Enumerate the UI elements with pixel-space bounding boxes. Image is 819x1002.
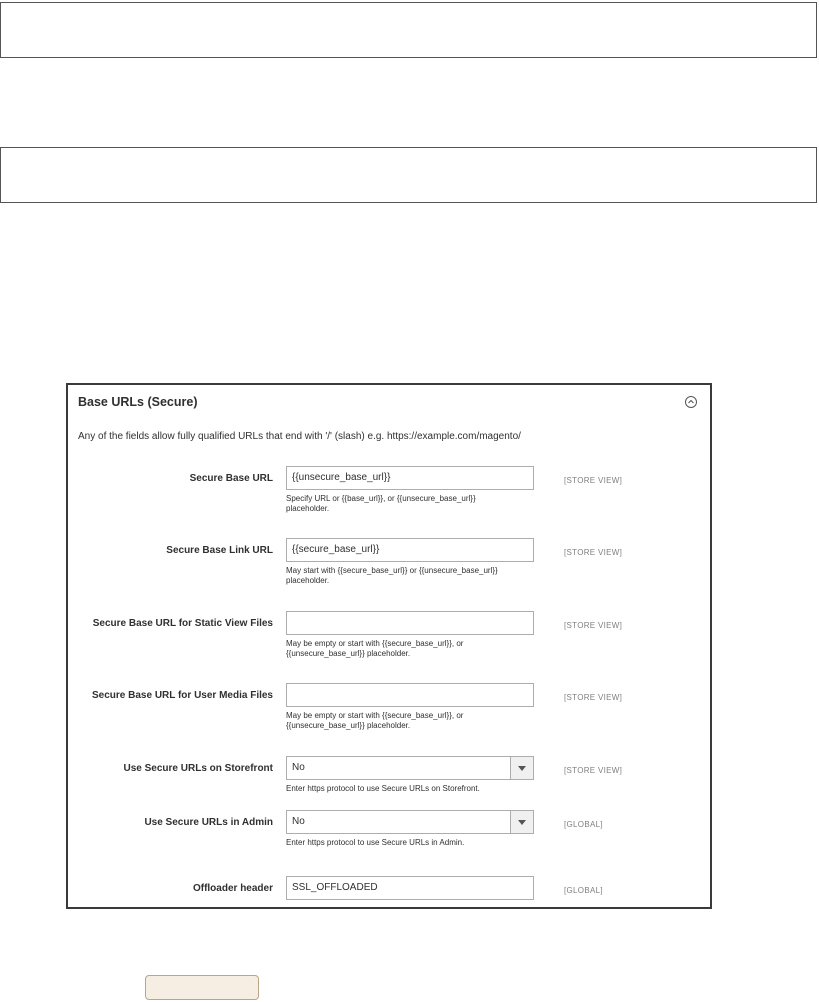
secure-static-files-url-input[interactable] bbox=[286, 611, 534, 635]
secure-base-link-url-input[interactable]: {{secure_base_url}} bbox=[286, 538, 534, 562]
hint-line: May be empty or start with {{secure_base_url}}, or bbox=[286, 639, 464, 648]
scope-badge: [STORE VIEW] bbox=[564, 476, 623, 485]
scope-badge: [STORE VIEW] bbox=[564, 621, 623, 630]
secure-base-link-url-label: Secure Base Link URL bbox=[166, 545, 273, 556]
secure-media-files-url-input[interactable] bbox=[286, 683, 534, 707]
use-secure-storefront-select[interactable] bbox=[286, 756, 534, 780]
use-secure-admin-label: Use Secure URLs in Admin bbox=[144, 817, 273, 828]
hint-line: Specify URL or {{base_url}}, or {{unsecure_base_url}} bbox=[286, 494, 476, 503]
hint-line: {{unsecure_base_url}} placeholder. bbox=[286, 721, 411, 730]
hint-line: placeholder. bbox=[286, 504, 330, 513]
top-empty-box bbox=[0, 2, 817, 58]
use-secure-storefront-label: Use Secure URLs on Storefront bbox=[123, 763, 273, 774]
offloader-header-input[interactable]: SSL_OFFLOADED bbox=[286, 876, 534, 900]
caret-down-icon[interactable] bbox=[510, 811, 533, 833]
base-urls-secure-panel bbox=[66, 383, 712, 909]
offloader-header-label: Offloader header bbox=[192, 883, 273, 894]
secure-media-files-url-hint bbox=[286, 711, 526, 731]
secure-static-files-url-label: Secure Base URL for Static View Files bbox=[92, 618, 273, 629]
caret-down-icon[interactable] bbox=[510, 757, 533, 779]
select-value: No bbox=[292, 816, 305, 827]
bottom-button[interactable] bbox=[145, 975, 259, 1000]
secure-static-files-url-hint bbox=[286, 639, 526, 659]
hint-line: May start with {{secure_base_url}} or {{unsecure_base_url}} bbox=[286, 566, 498, 575]
secure-base-url-hint bbox=[286, 494, 526, 514]
secure-base-url-label: Secure Base URL bbox=[189, 473, 273, 484]
scope-badge: [STORE VIEW] bbox=[564, 548, 623, 557]
hint-line: placeholder. bbox=[286, 576, 330, 585]
scope-badge: [GLOBAL] bbox=[564, 820, 603, 829]
panel-intro: Any of the fields allow fully qualified URLs that end with '/' (slash) e.g. https://example.com/magento/ bbox=[78, 431, 521, 442]
panel-title[interactable]: Base URLs (Secure) bbox=[78, 395, 198, 409]
use-secure-storefront-hint: Enter https protocol to use Secure URLs on Storefront. bbox=[286, 784, 480, 793]
secure-media-files-url-label: Secure Base URL for User Media Files bbox=[92, 690, 273, 701]
scope-badge: [GLOBAL] bbox=[564, 886, 603, 895]
select-value: No bbox=[292, 762, 305, 773]
hint-line: {{unsecure_base_url}} placeholder. bbox=[286, 649, 411, 658]
secure-base-url-input[interactable]: {{unsecure_base_url}} bbox=[286, 466, 534, 490]
secure-base-link-url-hint bbox=[286, 566, 526, 586]
scope-badge: [STORE VIEW] bbox=[564, 693, 623, 702]
use-secure-admin-select[interactable] bbox=[286, 810, 534, 834]
scope-badge: [STORE VIEW] bbox=[564, 766, 623, 775]
hint-line: May be empty or start with {{secure_base_url}}, or bbox=[286, 711, 464, 720]
use-secure-admin-hint: Enter https protocol to use Secure URLs in Admin. bbox=[286, 838, 465, 847]
chevron-up-circle-icon[interactable] bbox=[685, 396, 697, 408]
second-empty-box bbox=[0, 147, 817, 203]
